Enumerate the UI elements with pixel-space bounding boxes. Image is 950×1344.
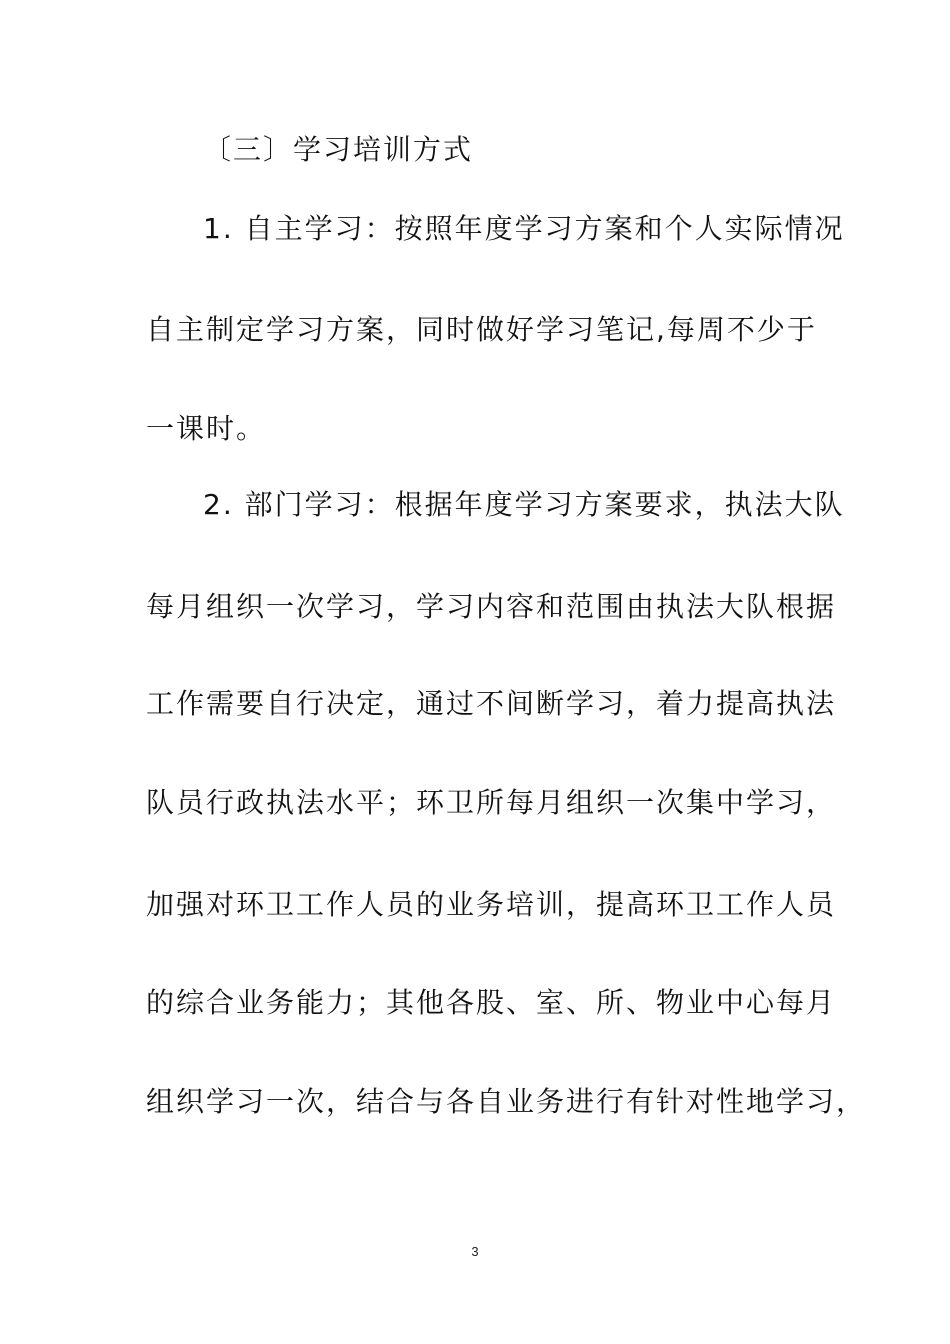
paragraph-line: 2. 部门学习：根据年度学习方案要求，执法大队 [203,488,845,521]
paragraph-line: 每月组织一次学习，学习内容和范围由执法大队根据 [146,590,837,623]
paragraph-line: 一课时。 [146,412,267,445]
section-heading: 〔三〕学习培训方式 [203,133,474,166]
paragraph-line: 组织学习一次，结合与各自业务进行有针对性地学习， [146,1085,867,1118]
paragraph-line: 队员行政执法水平；环卫所每月组织一次集中学习， [146,786,837,819]
paragraph-line: 工作需要自行决定，通过不间断学习，着力提高执法 [146,687,837,720]
paragraph-line: 1. 自主学习：按照年度学习方案和个人实际情况 [203,212,845,245]
paragraph-line: 加强对环卫工作人员的业务培训，提高环卫工作人员 [146,888,837,921]
page-number: 3 [471,1244,479,1259]
paragraph-line: 自主制定学习方案，同时做好学习笔记,每周不少于 [146,313,817,346]
paragraph-line: 的综合业务能力；其他各股、室、所、物业中心每月 [146,986,837,1019]
